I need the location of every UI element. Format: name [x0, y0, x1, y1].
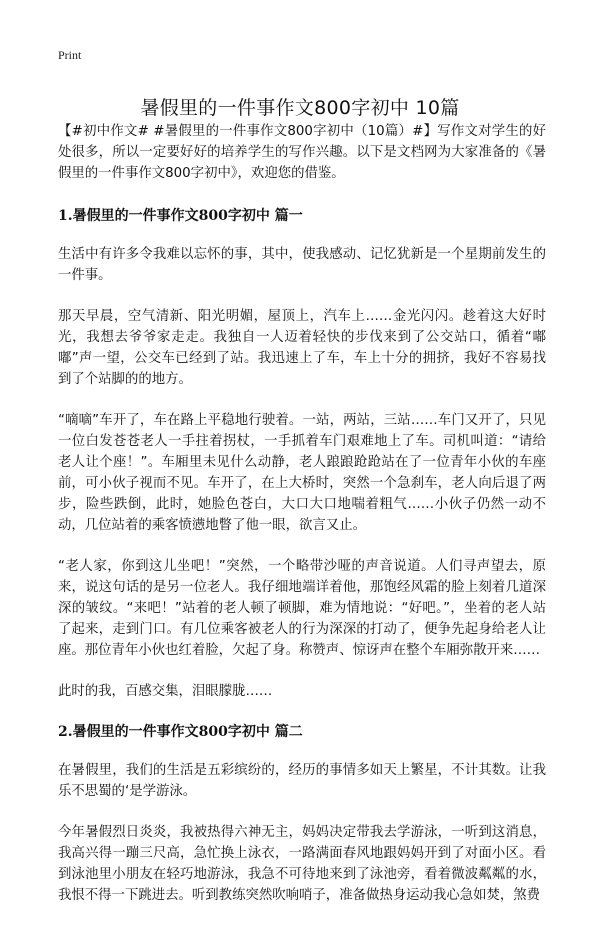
intro-paragraph: 【#初中作文# #暑假里的一件事作文800字初中（10篇）#】写作文对学生的好处很多，所以一定要好好的培养学生的写作兴趣。以下是文档网为大家准备的《暑假里的一件事作文800字初中》，欢迎您的借鉴。	[58, 124, 546, 181]
section-heading-1: 1.暑假里的一件事作文800字初中 篇一	[58, 208, 303, 224]
print-label: Print	[58, 48, 82, 62]
paragraph: “老人家，你到这儿坐吧！”突然，一个略带沙哑的声音说道。人们寻声望去，原来，说这句话的是另一位老人。我仔细地端详着他，那饱经风霜的脸上刻着几道深深的皱纹。“来吧！”站着的老人顿了顿脚，难为情地说：“好吧。”，坐着的老人站了起来，走到门口。有几位乘客被老人的行为深深的打动了，便争先起身给老人让座。那位青年小伙也红着脸，欠起了身。称赞声、惊讶声在整个车厢弥散开来……	[58, 559, 546, 658]
paragraph: 今年暑假烈日炎炎，我被热得六神无主，妈妈决定带我去学游泳，一听到这消息，我高兴得一蹦三尺高，急忙换上泳衣，一路满面春风地跟妈妈开到了对面小区。看到泳池里小朋友在轻巧地游泳，我急不可待地来到了泳池旁，看着微波粼粼的水，我恨不得一下跳进去。听到教练突然吹响哨子，准备做热身运动我心急如焚，煞费	[58, 825, 546, 903]
paragraph: 生活中有许多令我难以忘怀的事，其中，使我感动、记忆犹新是一个星期前发生的一件事。	[58, 247, 546, 283]
section-heading-2: 2.暑假里的一件事作文800字初中 篇二	[58, 724, 303, 740]
paragraph: “嘀嘀”车开了，车在路上平稳地行驶着。一站，两站，三站……车门又开了，只见一位白发苍苍老人一手拄着拐杖，一手抓着车门艰难地上了车。司机叫道：“请给老人让个座！”。车厢里未见什么动静，老人踉踉跄跄站在了一位青年小伙的车座前，可小伙子视而不见。车开了，在上大桥时，突然一个急刹车，老人向后退了两步，险些跌倒，此时，她脸色苍白，大口大口地喘着粗气……小伙子仍然一动不动，几位站着的乘客愤懑地瞥了他一眼，欲言又止。	[58, 413, 546, 533]
paragraph: 那天早晨，空气清新、阳光明媚，屋顶上，汽车上……金光闪闪。趁着这大好时光，我想去爷爷家走走。我独自一人迈着轻快的步伐来到了公交站口，循着“嘟嘟”声一望，公交车已经到了站。我迅速上了车，车上十分的拥挤，我好不容易找到了个站脚的的地方。	[58, 309, 546, 387]
article-body	[58, 121, 546, 926]
page-title: 暑假里的一件事作文800字初中 10篇	[140, 96, 460, 119]
paragraph: 此时的我，百感交集，泪眼朦胧……	[58, 684, 273, 699]
paragraph: 在暑假里，我们的生活是五彩缤纷的，经历的事情多如天上繁星，不计其数。让我乐不思蜀的‘是学游泳。	[58, 763, 546, 799]
